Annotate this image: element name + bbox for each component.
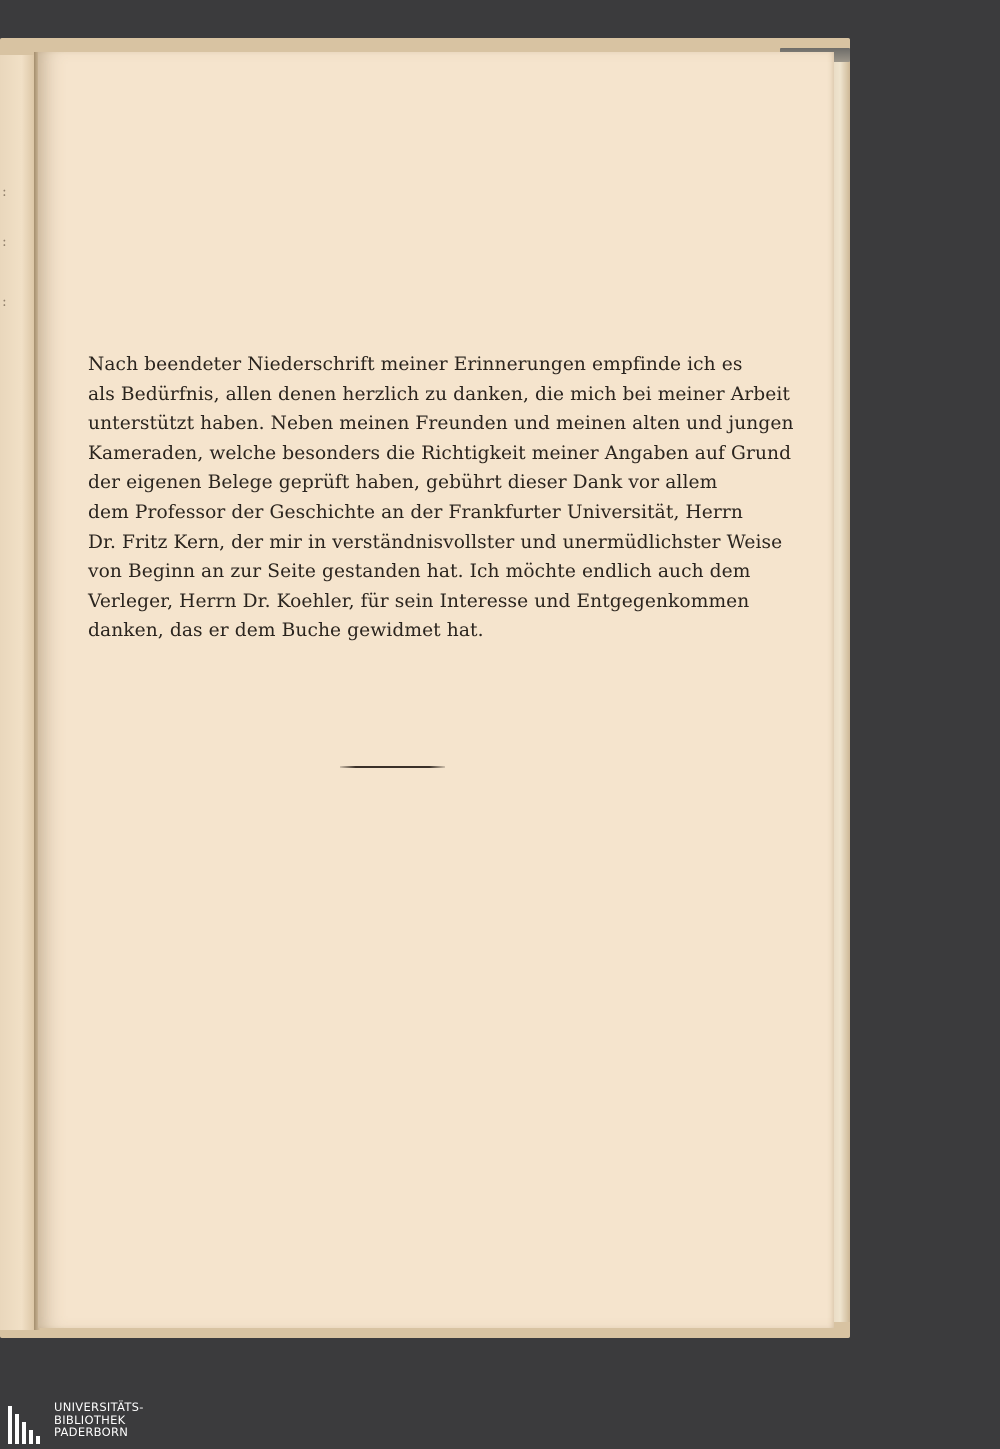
paragraph-line: der eigenen Belege geprüft haben, gebührt dieser Dank vor allem — [88, 472, 718, 494]
library-logo-text — [54, 1401, 144, 1439]
paragraph-line: Nach beendeter Niederschrift meiner Erinnerungen empfinde ich es — [88, 354, 743, 375]
section-divider-rule — [340, 766, 445, 768]
library-logo-icon — [8, 1402, 48, 1444]
right-page — [38, 52, 834, 1328]
paragraph-line: Dr. Fritz Kern, der mir in verständnisvollster und unermüdlichster Weise — [88, 531, 783, 553]
paragraph-line: als Bedürfnis, allen denen herzlich zu danken, die mich bei meiner Arbeit — [88, 383, 790, 405]
left-page-sliver — [0, 55, 36, 1330]
library-footer — [0, 1398, 1000, 1449]
paragraph-line: danken, das er dem Buche gewidmet hat. — [88, 620, 484, 642]
paragraph-line: Verleger, Herrn Dr. Koehler, für sein Interesse und Entgegenkommen — [88, 590, 750, 612]
paragraph-line: unterstützt haben. Neben meinen Freunden und meinen alten und jungen — [88, 413, 794, 435]
logo-line: UNIVERSITÄTS- — [54, 1400, 144, 1414]
left-page-mark: : — [2, 184, 7, 200]
logo-line: PADERBORN — [54, 1425, 129, 1439]
acknowledgement-paragraph — [88, 350, 794, 646]
logo-line: BIBLIOTHEK — [54, 1412, 126, 1427]
paragraph-line: von Beginn an zur Seite gestanden hat. Ich möchte endlich auch dem — [88, 561, 751, 583]
paragraph-line: Kameraden, welche besonders die Richtigkeit meiner Angaben auf Grund — [88, 442, 792, 464]
left-page-mark: : — [2, 294, 7, 310]
left-page-mark: : — [2, 234, 7, 250]
paragraph-line: dem Professor der Geschichte an der Frankfurter Universität, Herrn — [88, 501, 743, 523]
